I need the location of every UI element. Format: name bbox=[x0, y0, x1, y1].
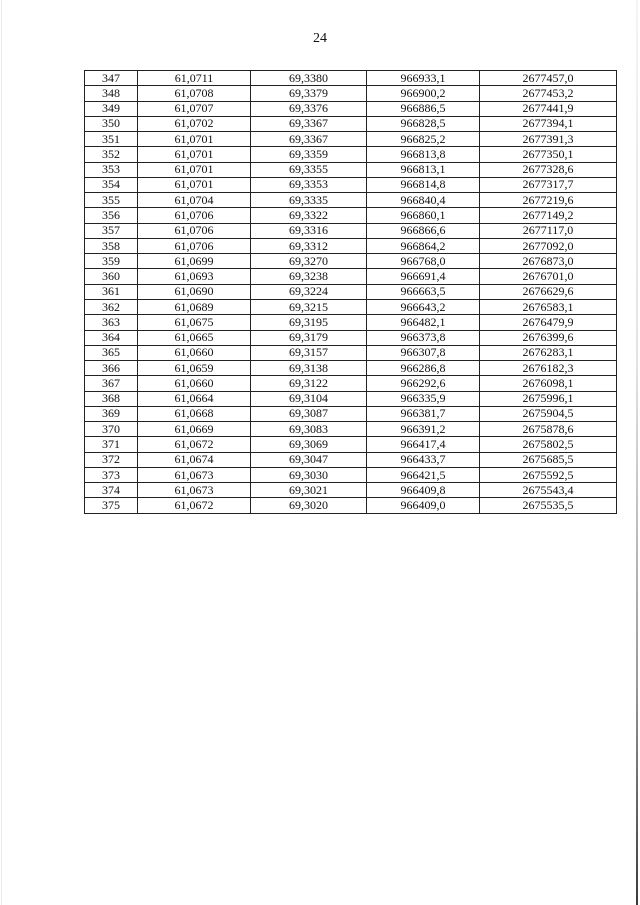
y-coordinate-cell: 2675904,5 bbox=[480, 406, 617, 421]
x-coordinate-cell: 966335,9 bbox=[367, 391, 480, 406]
point-number-cell: 370 bbox=[85, 422, 138, 437]
table-row bbox=[85, 208, 617, 223]
point-number-cell: 354 bbox=[85, 177, 138, 192]
point-number-cell: 351 bbox=[85, 132, 138, 147]
longitude-cell: 69,3179 bbox=[251, 330, 367, 345]
point-number-cell: 349 bbox=[85, 101, 138, 116]
table-row bbox=[85, 330, 617, 345]
latitude-cell: 61,0673 bbox=[138, 467, 251, 482]
latitude-cell: 61,0672 bbox=[138, 498, 251, 513]
table-row bbox=[85, 299, 617, 314]
point-number-cell: 365 bbox=[85, 345, 138, 360]
table-row bbox=[85, 437, 617, 452]
table-row bbox=[85, 498, 617, 513]
longitude-cell: 69,3376 bbox=[251, 101, 367, 116]
y-coordinate-cell: 2677328,6 bbox=[480, 162, 617, 177]
latitude-cell: 61,0675 bbox=[138, 315, 251, 330]
x-coordinate-cell: 966643,2 bbox=[367, 299, 480, 314]
latitude-cell: 61,0664 bbox=[138, 391, 251, 406]
longitude-cell: 69,3157 bbox=[251, 345, 367, 360]
table-row bbox=[85, 132, 617, 147]
y-coordinate-cell: 2676182,3 bbox=[480, 361, 617, 376]
y-coordinate-cell: 2677149,2 bbox=[480, 208, 617, 223]
point-number-cell: 359 bbox=[85, 254, 138, 269]
longitude-cell: 69,3355 bbox=[251, 162, 367, 177]
point-number-cell: 350 bbox=[85, 116, 138, 131]
point-number-cell: 352 bbox=[85, 147, 138, 162]
y-coordinate-cell: 2677092,0 bbox=[480, 238, 617, 253]
scan-edge-left bbox=[1, 0, 2, 905]
point-number-cell: 355 bbox=[85, 193, 138, 208]
y-coordinate-cell: 2677350,1 bbox=[480, 147, 617, 162]
x-coordinate-cell: 966286,8 bbox=[367, 361, 480, 376]
longitude-cell: 69,3312 bbox=[251, 238, 367, 253]
point-number-cell: 353 bbox=[85, 162, 138, 177]
x-coordinate-cell: 966864,2 bbox=[367, 238, 480, 253]
y-coordinate-cell: 2677219,6 bbox=[480, 193, 617, 208]
x-coordinate-cell: 966813,8 bbox=[367, 147, 480, 162]
y-coordinate-cell: 2675685,5 bbox=[480, 452, 617, 467]
latitude-cell: 61,0708 bbox=[138, 86, 251, 101]
longitude-cell: 69,3021 bbox=[251, 483, 367, 498]
x-coordinate-cell: 966421,5 bbox=[367, 467, 480, 482]
latitude-cell: 61,0701 bbox=[138, 162, 251, 177]
y-coordinate-cell: 2677391,3 bbox=[480, 132, 617, 147]
x-coordinate-cell: 966814,8 bbox=[367, 177, 480, 192]
longitude-cell: 69,3380 bbox=[251, 71, 367, 86]
table-row bbox=[85, 452, 617, 467]
x-coordinate-cell: 966307,8 bbox=[367, 345, 480, 360]
x-coordinate-cell: 966840,4 bbox=[367, 193, 480, 208]
x-coordinate-cell: 966663,5 bbox=[367, 284, 480, 299]
point-number-cell: 371 bbox=[85, 437, 138, 452]
latitude-cell: 61,0669 bbox=[138, 422, 251, 437]
point-number-cell: 369 bbox=[85, 406, 138, 421]
x-coordinate-cell: 966900,2 bbox=[367, 86, 480, 101]
y-coordinate-cell: 2675592,5 bbox=[480, 467, 617, 482]
longitude-cell: 69,3030 bbox=[251, 467, 367, 482]
y-coordinate-cell: 2676873,0 bbox=[480, 254, 617, 269]
table-row bbox=[85, 406, 617, 421]
y-coordinate-cell: 2675996,1 bbox=[480, 391, 617, 406]
x-coordinate-cell: 966768,0 bbox=[367, 254, 480, 269]
table-row bbox=[85, 284, 617, 299]
table-row bbox=[85, 315, 617, 330]
table-row bbox=[85, 162, 617, 177]
table-row bbox=[85, 71, 617, 86]
longitude-cell: 69,3104 bbox=[251, 391, 367, 406]
point-number-cell: 374 bbox=[85, 483, 138, 498]
scan-edge-right bbox=[636, 0, 638, 905]
x-coordinate-cell: 966433,7 bbox=[367, 452, 480, 467]
latitude-cell: 61,0690 bbox=[138, 284, 251, 299]
point-number-cell: 368 bbox=[85, 391, 138, 406]
table-row bbox=[85, 101, 617, 116]
x-coordinate-cell: 966813,1 bbox=[367, 162, 480, 177]
coordinates-table-body bbox=[85, 71, 617, 514]
latitude-cell: 61,0702 bbox=[138, 116, 251, 131]
table-row bbox=[85, 147, 617, 162]
x-coordinate-cell: 966860,1 bbox=[367, 208, 480, 223]
point-number-cell: 367 bbox=[85, 376, 138, 391]
point-number-cell: 373 bbox=[85, 467, 138, 482]
coordinates-table bbox=[84, 70, 617, 514]
x-coordinate-cell: 966482,1 bbox=[367, 315, 480, 330]
y-coordinate-cell: 2677394,1 bbox=[480, 116, 617, 131]
longitude-cell: 69,3195 bbox=[251, 315, 367, 330]
y-coordinate-cell: 2675802,5 bbox=[480, 437, 617, 452]
longitude-cell: 69,3379 bbox=[251, 86, 367, 101]
point-number-cell: 363 bbox=[85, 315, 138, 330]
latitude-cell: 61,0711 bbox=[138, 71, 251, 86]
y-coordinate-cell: 2676701,0 bbox=[480, 269, 617, 284]
page-number: 24 bbox=[313, 31, 327, 46]
point-number-cell: 358 bbox=[85, 238, 138, 253]
y-coordinate-cell: 2676583,1 bbox=[480, 299, 617, 314]
table-row bbox=[85, 467, 617, 482]
x-coordinate-cell: 966866,6 bbox=[367, 223, 480, 238]
longitude-cell: 69,3238 bbox=[251, 269, 367, 284]
point-number-cell: 375 bbox=[85, 498, 138, 513]
longitude-cell: 69,3353 bbox=[251, 177, 367, 192]
latitude-cell: 61,0673 bbox=[138, 483, 251, 498]
point-number-cell: 366 bbox=[85, 361, 138, 376]
x-coordinate-cell: 966381,7 bbox=[367, 406, 480, 421]
latitude-cell: 61,0701 bbox=[138, 132, 251, 147]
y-coordinate-cell: 2676399,6 bbox=[480, 330, 617, 345]
latitude-cell: 61,0660 bbox=[138, 345, 251, 360]
longitude-cell: 69,3270 bbox=[251, 254, 367, 269]
y-coordinate-cell: 2676098,1 bbox=[480, 376, 617, 391]
y-coordinate-cell: 2677457,0 bbox=[480, 71, 617, 86]
y-coordinate-cell: 2676283,1 bbox=[480, 345, 617, 360]
x-coordinate-cell: 966691,4 bbox=[367, 269, 480, 284]
point-number-cell: 361 bbox=[85, 284, 138, 299]
table-row bbox=[85, 345, 617, 360]
latitude-cell: 61,0701 bbox=[138, 177, 251, 192]
table-row bbox=[85, 238, 617, 253]
y-coordinate-cell: 2675535,5 bbox=[480, 498, 617, 513]
longitude-cell: 69,3020 bbox=[251, 498, 367, 513]
longitude-cell: 69,3322 bbox=[251, 208, 367, 223]
y-coordinate-cell: 2677317,7 bbox=[480, 177, 617, 192]
longitude-cell: 69,3087 bbox=[251, 406, 367, 421]
latitude-cell: 61,0701 bbox=[138, 147, 251, 162]
latitude-cell: 61,0689 bbox=[138, 299, 251, 314]
y-coordinate-cell: 2677441,9 bbox=[480, 101, 617, 116]
latitude-cell: 61,0660 bbox=[138, 376, 251, 391]
longitude-cell: 69,3069 bbox=[251, 437, 367, 452]
table-row bbox=[85, 223, 617, 238]
table-row bbox=[85, 376, 617, 391]
latitude-cell: 61,0699 bbox=[138, 254, 251, 269]
latitude-cell: 61,0706 bbox=[138, 223, 251, 238]
longitude-cell: 69,3083 bbox=[251, 422, 367, 437]
x-coordinate-cell: 966417,4 bbox=[367, 437, 480, 452]
point-number-cell: 348 bbox=[85, 86, 138, 101]
latitude-cell: 61,0706 bbox=[138, 238, 251, 253]
table-row bbox=[85, 254, 617, 269]
longitude-cell: 69,3359 bbox=[251, 147, 367, 162]
latitude-cell: 61,0704 bbox=[138, 193, 251, 208]
longitude-cell: 69,3367 bbox=[251, 116, 367, 131]
longitude-cell: 69,3215 bbox=[251, 299, 367, 314]
x-coordinate-cell: 966409,8 bbox=[367, 483, 480, 498]
table-row bbox=[85, 86, 617, 101]
y-coordinate-cell: 2677117,0 bbox=[480, 223, 617, 238]
longitude-cell: 69,3367 bbox=[251, 132, 367, 147]
y-coordinate-cell: 2675878,6 bbox=[480, 422, 617, 437]
point-number-cell: 357 bbox=[85, 223, 138, 238]
x-coordinate-cell: 966825,2 bbox=[367, 132, 480, 147]
y-coordinate-cell: 2675543,4 bbox=[480, 483, 617, 498]
longitude-cell: 69,3138 bbox=[251, 361, 367, 376]
point-number-cell: 347 bbox=[85, 71, 138, 86]
longitude-cell: 69,3335 bbox=[251, 193, 367, 208]
latitude-cell: 61,0674 bbox=[138, 452, 251, 467]
table-row bbox=[85, 361, 617, 376]
longitude-cell: 69,3122 bbox=[251, 376, 367, 391]
latitude-cell: 61,0672 bbox=[138, 437, 251, 452]
point-number-cell: 372 bbox=[85, 452, 138, 467]
latitude-cell: 61,0693 bbox=[138, 269, 251, 284]
longitude-cell: 69,3316 bbox=[251, 223, 367, 238]
y-coordinate-cell: 2676629,6 bbox=[480, 284, 617, 299]
x-coordinate-cell: 966886,5 bbox=[367, 101, 480, 116]
y-coordinate-cell: 2676479,9 bbox=[480, 315, 617, 330]
y-coordinate-cell: 2677453,2 bbox=[480, 86, 617, 101]
x-coordinate-cell: 966292,6 bbox=[367, 376, 480, 391]
x-coordinate-cell: 966933,1 bbox=[367, 71, 480, 86]
latitude-cell: 61,0659 bbox=[138, 361, 251, 376]
x-coordinate-cell: 966828,5 bbox=[367, 116, 480, 131]
table-row bbox=[85, 193, 617, 208]
longitude-cell: 69,3047 bbox=[251, 452, 367, 467]
latitude-cell: 61,0665 bbox=[138, 330, 251, 345]
latitude-cell: 61,0706 bbox=[138, 208, 251, 223]
point-number-cell: 360 bbox=[85, 269, 138, 284]
table-row bbox=[85, 269, 617, 284]
x-coordinate-cell: 966373,8 bbox=[367, 330, 480, 345]
table-row bbox=[85, 483, 617, 498]
point-number-cell: 356 bbox=[85, 208, 138, 223]
table-row bbox=[85, 177, 617, 192]
longitude-cell: 69,3224 bbox=[251, 284, 367, 299]
table-row bbox=[85, 422, 617, 437]
table-row bbox=[85, 391, 617, 406]
latitude-cell: 61,0707 bbox=[138, 101, 251, 116]
point-number-cell: 362 bbox=[85, 299, 138, 314]
latitude-cell: 61,0668 bbox=[138, 406, 251, 421]
x-coordinate-cell: 966409,0 bbox=[367, 498, 480, 513]
point-number-cell: 364 bbox=[85, 330, 138, 345]
table-row bbox=[85, 116, 617, 131]
x-coordinate-cell: 966391,2 bbox=[367, 422, 480, 437]
